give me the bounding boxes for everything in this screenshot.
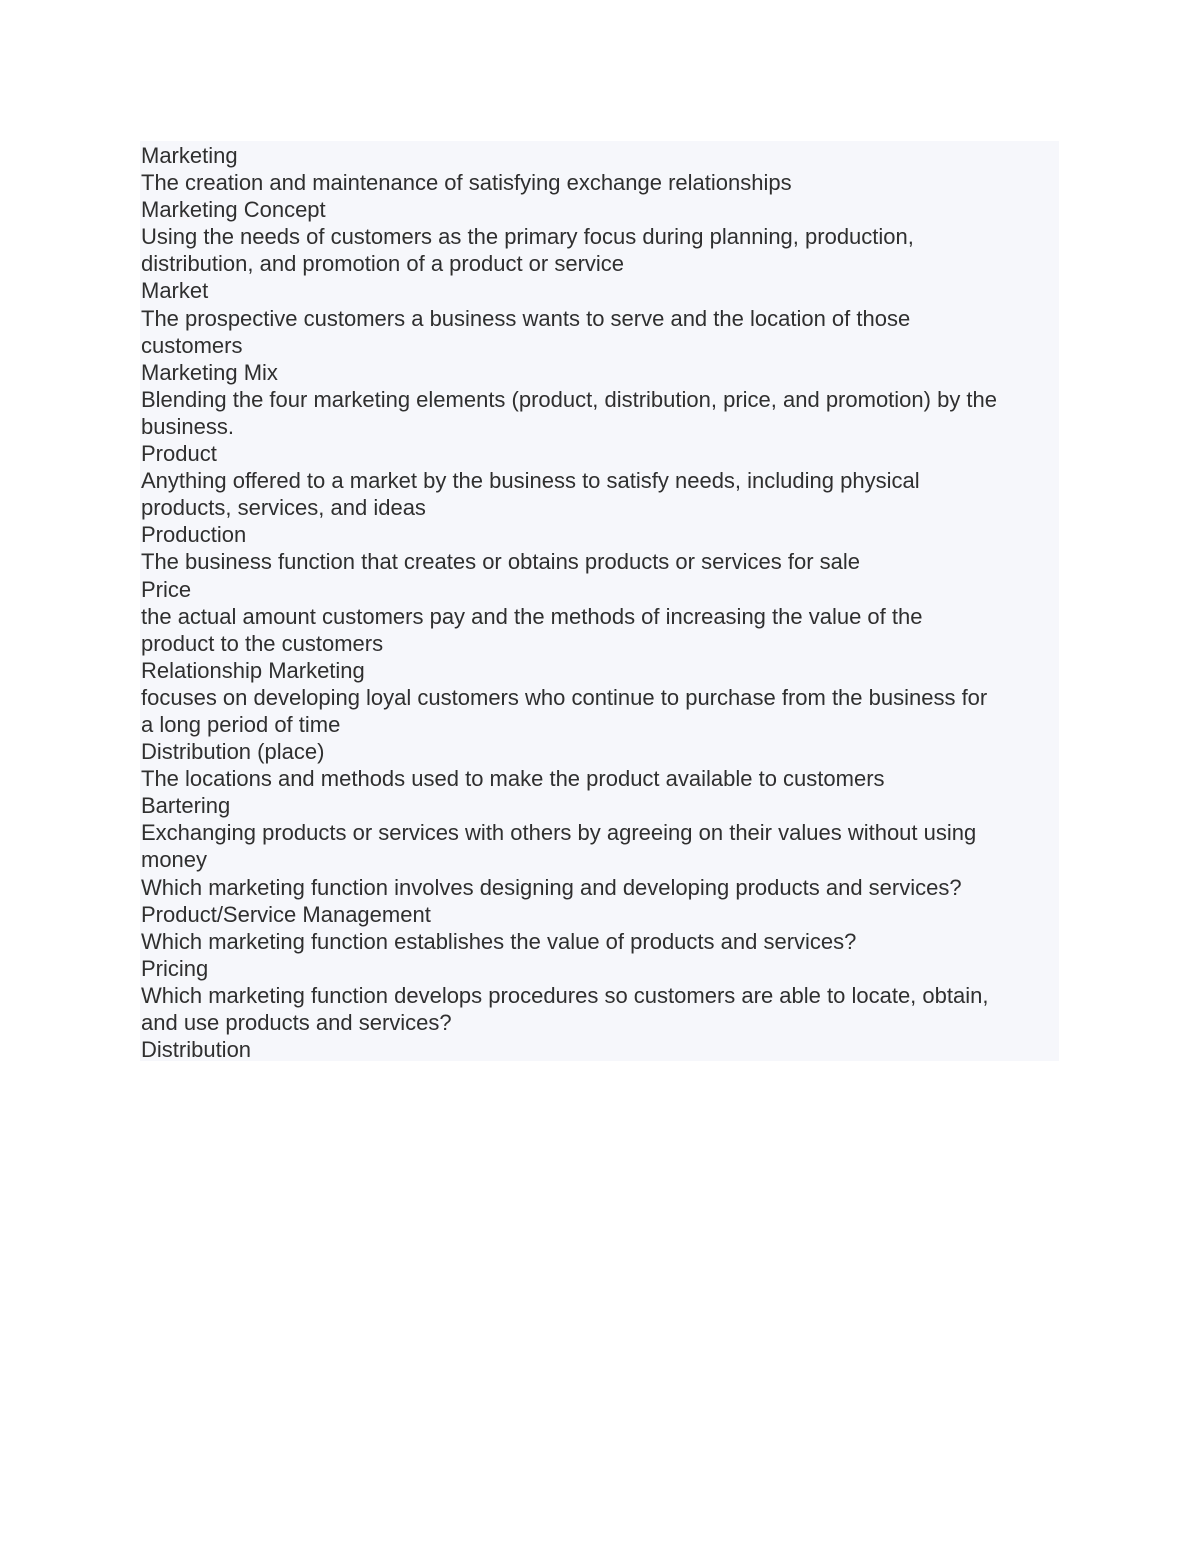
text-line: Product/Service Management [141,901,431,927]
text-line: product to the customers [141,630,384,656]
text-line: business. [141,413,234,439]
text-line: the actual amount customers pay and the methods of increasing the value of the [141,603,923,629]
text-line: Marketing [141,143,238,168]
text-line: focuses on developing loyal customers who continue to purchase from the business for [141,684,988,710]
text-line: distribution, and promotion of a product or service [141,251,625,277]
text-line: Pricing [141,955,209,981]
text-line: Distribution [141,1037,252,1063]
text-line: The locations and methods used to make the product available to customers [141,766,885,792]
text-line: Bartering [141,793,231,819]
text-line: products, services, and ideas [141,495,426,521]
text-line: Which marketing function establishes the value of products and services? [141,928,857,954]
text-line: The business function that creates or obtains products or services for sale [141,549,861,575]
text-line: and use products and services? [141,1010,452,1035]
text-line: The creation and maintenance of satisfying exchange relationships [141,170,792,196]
text-line: customers [141,332,243,358]
text-line: Market [141,278,209,304]
text-line: Marketing Concept [141,197,326,223]
text-line: Which marketing function involves designing and developing products and services? [141,874,962,900]
text-line: Which marketing function develops procedures so customers are able to locate, obtain, [141,982,989,1008]
text-line: Exchanging products or services with others by agreeing on their values without using [141,820,977,846]
text-line: The prospective customers a business wants to serve and the location of those [141,305,911,331]
text-line: Marketing Mix [141,359,278,385]
text-line: Price [141,576,192,602]
text-line: Product [141,441,217,467]
text-line: money [141,847,208,873]
glossary-text-block [140,141,1059,1061]
text-line: Anything offered to a market by the business to satisfy needs, including physical [141,468,920,494]
text-line: Distribution (place) [141,739,325,765]
text-line: Using the needs of customers as the primary focus during planning, production, [141,224,914,250]
text-line: Relationship Marketing [141,657,365,683]
text-line: a long period of time [141,711,341,737]
text-line: Blending the four marketing elements (product, distribution, price, and promotion) by the [141,386,998,412]
text-line: Production [141,522,247,548]
